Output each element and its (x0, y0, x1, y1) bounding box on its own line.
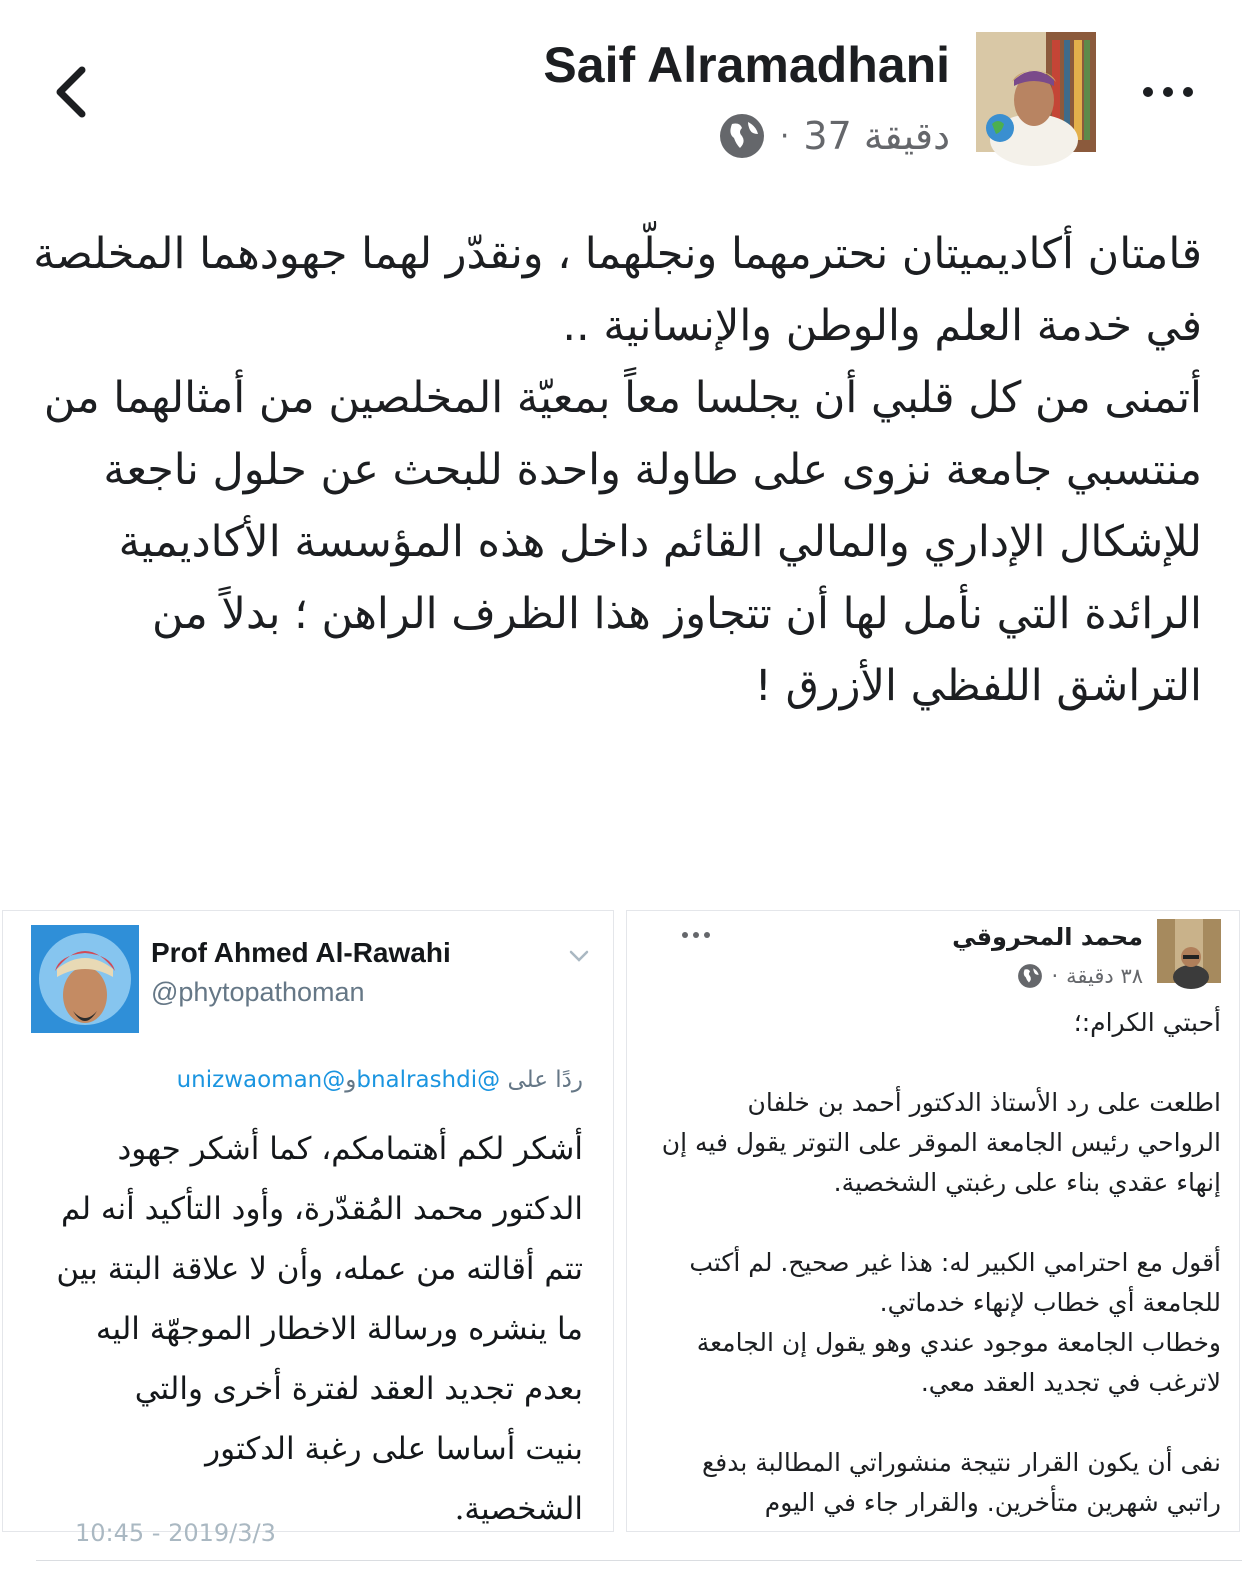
fb-post-meta (1017, 963, 1143, 989)
author-avatar[interactable] (976, 32, 1096, 152)
globe-icon[interactable] (718, 112, 766, 160)
tweet-text (33, 1119, 583, 1539)
back-button[interactable] (48, 62, 96, 122)
reply-prefix: ردًا على (507, 1067, 583, 1093)
tweet-reply-to (177, 1067, 583, 1093)
reply-join: و (345, 1067, 357, 1093)
tweet-line: أشكر لكم أهتمامكم، كما أشكر جهود (117, 1131, 583, 1167)
tweet-line: ما ينشره ورسالة الاخطار الموجهّة اليه (95, 1311, 583, 1347)
author-name[interactable]: Saif Alramadhani (543, 37, 950, 93)
fb-author-name[interactable]: محمد المحروقي (952, 923, 1143, 951)
fb-post-time: ٣٨ دقيقة (1066, 964, 1143, 988)
chevron-left-icon (48, 62, 96, 122)
reply-mention[interactable]: @bnalrashdi (356, 1067, 501, 1093)
ellipsis-icon[interactable] (681, 929, 711, 941)
meta-separator: · (779, 118, 790, 154)
tweet-line: بنيت أساسا على رغبة الدكتور (205, 1431, 583, 1467)
tweet-line: تتم أقالته من عمله، وأن لا علاقة البتة بين (56, 1251, 583, 1287)
more-options-button[interactable] (1140, 74, 1196, 110)
tweet-timestamp: 10:45 - 2019/3/3 (75, 1519, 276, 1547)
fb-post-text (657, 1003, 1221, 1523)
post-body (30, 218, 1202, 722)
fb-paragraph: نفى أن يكون القرار نتيجة منشوراتي المطالبة بدفع راتبي شهرين متأخرين. والقرار جاء في اليوم (701, 1448, 1221, 1517)
ellipsis-icon (1140, 74, 1196, 110)
meta-separator: · (1051, 964, 1059, 988)
tweet-line: بعدم تجديد العقد لفترة أخرى والتي (134, 1371, 583, 1407)
tweet-author-handle[interactable]: @phytopathoman (151, 977, 365, 1007)
tweet-screenshot[interactable] (2, 910, 614, 1547)
fb-paragraph: اطلعت على رد الأستاذ الدكتور أحمد بن خلفان الرواحي رئيس الجامعة الموقر على التوتر يقول فيه إن إنهاء عقدي بناء على رغبتي الشخصية. (661, 1088, 1221, 1197)
reply-mention[interactable]: @unizwaoman (176, 1067, 346, 1093)
post-meta (718, 112, 950, 160)
fb-author-avatar (1157, 919, 1221, 983)
post-paragraph: قامتان أكاديميتان نحترمهما ونجلّهما ، ونقدّر لهما جهودهما المخلصة في خدمة العلم والوطن والإنسانية .. (33, 229, 1202, 351)
tweet-avatar (31, 925, 139, 1033)
tweet-line: الشخصية. (454, 1491, 583, 1527)
post-time[interactable]: 37 دقيقة (803, 114, 950, 158)
fb-paragraph: أقول مع احترامي الكبير له: هذا غير صحيح. لم أكتب للجامعة أي خطاب لإنهاء خدماتي. (689, 1248, 1221, 1317)
tweet-line: الدكتور محمد المُقدّرة، وأود التأكيد أنه لم (60, 1191, 583, 1227)
tweet-author-name[interactable]: Prof Ahmed Al-Rawahi (151, 937, 451, 968)
divider (36, 1560, 1242, 1561)
post-paragraph: أتمنى من كل قلبي أن يجلسا معاً بمعيّة المخلصين من أمثالهما من منتسبي جامعة نزوى على طاولة واحدة للبحث عن حلول ناجعة للإشكال الإداري والمالي القائم داخل هذه المؤسسة الأكاديمية الرائدة التي نأمل لها أن تتجاوز هذا الظرف الراهن ؛ بدلاً من التراشق اللفظي الأزرق ! (43, 373, 1202, 711)
fb-paragraph: وخطاب الجامعة موجود عندي وهو يقول إن الجامعة لاترغب في تجديد العقد معي. (696, 1328, 1221, 1397)
fb-greeting: أحبتي الكرام:؛ (1073, 1008, 1221, 1037)
chevron-down-icon[interactable] (567, 947, 591, 965)
facebook-post-screenshot[interactable] (626, 910, 1240, 1532)
globe-icon (1017, 963, 1043, 989)
